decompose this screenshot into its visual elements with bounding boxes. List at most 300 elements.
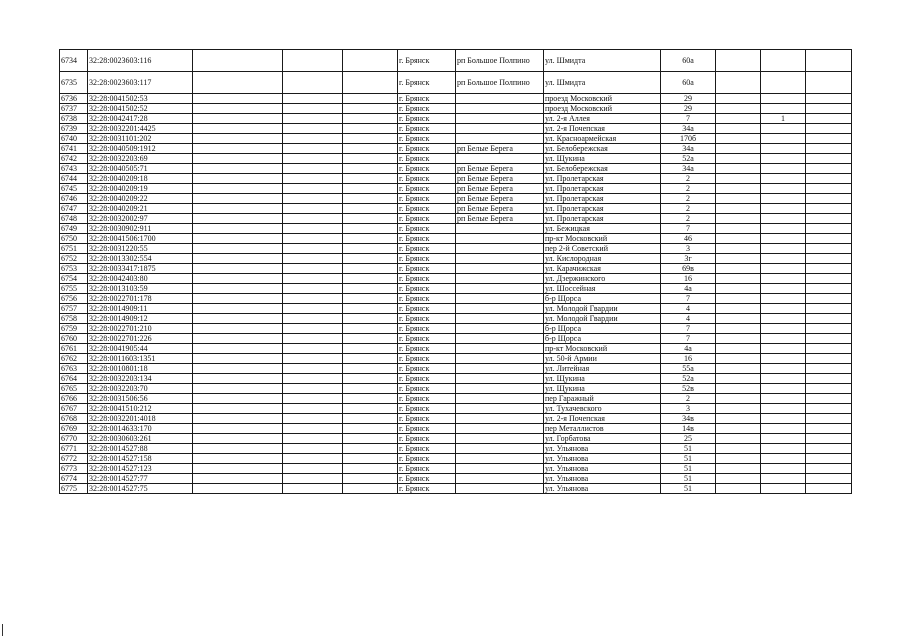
cell-cadastral-number: 32:28:0014909:11 xyxy=(88,304,193,314)
cell-empty xyxy=(283,324,343,334)
cell-street: пр-кт Московский xyxy=(544,344,661,354)
cell-empty xyxy=(283,114,343,124)
table-row xyxy=(60,424,852,434)
cell-extra xyxy=(761,454,806,464)
cell-house-number: 25 xyxy=(661,434,716,444)
cell-empty xyxy=(193,284,283,294)
cell-city: г. Брянск xyxy=(398,154,456,164)
cell-extra xyxy=(761,284,806,294)
table-row xyxy=(60,344,852,354)
cell-empty xyxy=(193,134,283,144)
cell-street: ул. Шоссейная xyxy=(544,284,661,294)
cell-record-number: 6771 xyxy=(60,444,88,454)
cell-empty xyxy=(806,424,852,434)
cell-extra xyxy=(761,364,806,374)
cell-empty xyxy=(343,234,398,244)
cell-empty xyxy=(716,224,761,234)
cell-record-number: 6763 xyxy=(60,364,88,374)
cell-empty xyxy=(283,434,343,444)
cell-extra xyxy=(761,444,806,454)
cell-extra xyxy=(761,404,806,414)
cell-city: г. Брянск xyxy=(398,124,456,134)
cell-empty xyxy=(193,484,283,494)
cell-empty xyxy=(806,314,852,324)
cell-empty xyxy=(193,104,283,114)
cell-empty xyxy=(193,454,283,464)
cell-empty xyxy=(283,134,343,144)
cell-empty xyxy=(806,194,852,204)
cell-cadastral-number: 32:28:0040209:21 xyxy=(88,204,193,214)
cell-house-number: 3 xyxy=(661,404,716,414)
cell-extra xyxy=(761,144,806,154)
table-row xyxy=(60,234,852,244)
cell-empty xyxy=(806,294,852,304)
table-row xyxy=(60,294,852,304)
cell-empty xyxy=(716,414,761,424)
cell-empty xyxy=(716,454,761,464)
cell-extra xyxy=(761,174,806,184)
cell-city: г. Брянск xyxy=(398,314,456,324)
cell-record-number: 6736 xyxy=(60,94,88,104)
cell-empty xyxy=(193,294,283,304)
cell-street: ул. Литейная xyxy=(544,364,661,374)
cell-extra xyxy=(761,474,806,484)
cell-street: б-р Щорса xyxy=(544,294,661,304)
cell-empty xyxy=(193,264,283,274)
cell-street: пр-кт Московский xyxy=(544,234,661,244)
cell-empty xyxy=(343,304,398,314)
table-row xyxy=(60,72,852,94)
table-row xyxy=(60,464,852,474)
table-row xyxy=(60,314,852,324)
cell-empty xyxy=(716,94,761,104)
cell-empty xyxy=(193,164,283,174)
cell-city: г. Брянск xyxy=(398,344,456,354)
cell-empty xyxy=(716,464,761,474)
cell-cadastral-number: 32:28:0042417:28 xyxy=(88,114,193,124)
cell-street: ул. Ульянова xyxy=(544,474,661,484)
cell-record-number: 6742 xyxy=(60,154,88,164)
cell-empty xyxy=(283,124,343,134)
cell-record-number: 6765 xyxy=(60,384,88,394)
cell-cadastral-number: 32:28:0014527:77 xyxy=(88,474,193,484)
cell-cadastral-number: 32:28:0022701:210 xyxy=(88,324,193,334)
cell-empty xyxy=(716,154,761,164)
cell-extra xyxy=(761,334,806,344)
cell-extra xyxy=(761,254,806,264)
cell-extra xyxy=(761,414,806,424)
cell-house-number: 3 xyxy=(661,244,716,254)
cell-empty xyxy=(716,124,761,134)
cell-empty xyxy=(283,354,343,364)
cell-locality: рп Большое Полпино xyxy=(456,72,544,94)
cell-empty xyxy=(343,404,398,414)
cell-city: г. Брянск xyxy=(398,164,456,174)
cell-street: ул. Пролетарская xyxy=(544,174,661,184)
cell-empty xyxy=(193,114,283,124)
cell-empty xyxy=(283,374,343,384)
cell-locality: рп Большое Полпино xyxy=(456,50,544,72)
cell-empty xyxy=(806,254,852,264)
cell-empty xyxy=(716,244,761,254)
cell-empty xyxy=(716,304,761,314)
cell-cadastral-number: 32:28:0022701:226 xyxy=(88,334,193,344)
cell-empty xyxy=(343,384,398,394)
cell-empty xyxy=(343,124,398,134)
cell-record-number: 6754 xyxy=(60,274,88,284)
cell-street: ул. Бежицкая xyxy=(544,224,661,234)
cell-empty xyxy=(193,50,283,72)
cell-cadastral-number: 32:28:0014527:123 xyxy=(88,464,193,474)
cell-street: ул. Пролетарская xyxy=(544,184,661,194)
cell-extra: 1 xyxy=(761,114,806,124)
cell-street: пер Гаражный xyxy=(544,394,661,404)
cell-extra xyxy=(761,484,806,494)
cell-empty xyxy=(343,354,398,364)
cell-locality xyxy=(456,374,544,384)
table-body xyxy=(60,50,852,494)
table-row xyxy=(60,214,852,224)
cell-empty xyxy=(716,474,761,484)
table-row xyxy=(60,434,852,444)
cell-record-number: 6737 xyxy=(60,104,88,114)
cell-cadastral-number: 32:28:0023603:116 xyxy=(88,50,193,72)
cell-empty xyxy=(343,374,398,384)
cell-house-number: 55а xyxy=(661,364,716,374)
cell-record-number: 6739 xyxy=(60,124,88,134)
cell-empty xyxy=(283,474,343,484)
cell-empty xyxy=(343,194,398,204)
cell-locality xyxy=(456,234,544,244)
cell-empty xyxy=(716,344,761,354)
cell-street: ул. Молодой Гвардии xyxy=(544,314,661,324)
table-row xyxy=(60,164,852,174)
cell-city: г. Брянск xyxy=(398,394,456,404)
cell-street: ул. Шмидта xyxy=(544,50,661,72)
cell-empty xyxy=(716,184,761,194)
cell-empty xyxy=(283,144,343,154)
table-row xyxy=(60,144,852,154)
cell-empty xyxy=(806,134,852,144)
cell-locality xyxy=(456,354,544,364)
cell-record-number: 6753 xyxy=(60,264,88,274)
cell-empty xyxy=(806,404,852,414)
cell-cadastral-number: 32:28:0014527:158 xyxy=(88,454,193,464)
cell-record-number: 6746 xyxy=(60,194,88,204)
cell-cadastral-number: 32:28:0040209:19 xyxy=(88,184,193,194)
cell-cadastral-number: 32:28:0023603:117 xyxy=(88,72,193,94)
cell-record-number: 6749 xyxy=(60,224,88,234)
table-row xyxy=(60,304,852,314)
cell-record-number: 6740 xyxy=(60,134,88,144)
table-row xyxy=(60,414,852,424)
table-row xyxy=(60,114,852,124)
cell-empty xyxy=(343,314,398,324)
cell-empty xyxy=(343,50,398,72)
cell-record-number: 6760 xyxy=(60,334,88,344)
cell-empty xyxy=(716,164,761,174)
cell-house-number: 34в xyxy=(661,414,716,424)
cell-street: ул. Белобережская xyxy=(544,164,661,174)
cell-empty xyxy=(343,154,398,164)
cell-extra xyxy=(761,314,806,324)
cell-record-number: 6744 xyxy=(60,174,88,184)
cell-street: проезд Московский xyxy=(544,94,661,104)
cell-locality xyxy=(456,404,544,414)
cell-empty xyxy=(806,324,852,334)
cell-empty xyxy=(806,234,852,244)
table-row xyxy=(60,384,852,394)
cell-street: ул. Дзержинского xyxy=(544,274,661,284)
cell-cadastral-number: 32:28:0042403:80 xyxy=(88,274,193,284)
table-row xyxy=(60,50,852,72)
cell-locality xyxy=(456,104,544,114)
cell-locality: рп Белые Берега xyxy=(456,144,544,154)
cell-empty xyxy=(283,444,343,454)
cell-locality xyxy=(456,304,544,314)
cell-empty xyxy=(343,484,398,494)
cell-house-number: 4 xyxy=(661,304,716,314)
cell-locality xyxy=(456,284,544,294)
table-row xyxy=(60,174,852,184)
cell-cadastral-number: 32:28:0013103:59 xyxy=(88,284,193,294)
table-row xyxy=(60,324,852,334)
cell-house-number: 51 xyxy=(661,444,716,454)
cell-empty xyxy=(806,114,852,124)
cell-empty xyxy=(193,414,283,424)
cell-cadastral-number: 32:28:0013302:554 xyxy=(88,254,193,264)
cell-city: г. Брянск xyxy=(398,104,456,114)
cell-empty xyxy=(343,224,398,234)
cell-house-number: 46 xyxy=(661,234,716,244)
cell-house-number: 29 xyxy=(661,104,716,114)
cell-extra xyxy=(761,294,806,304)
cell-empty xyxy=(283,414,343,424)
cell-record-number: 6775 xyxy=(60,484,88,494)
cell-locality xyxy=(456,334,544,344)
cell-empty xyxy=(716,134,761,144)
cell-locality xyxy=(456,464,544,474)
cell-record-number: 6764 xyxy=(60,374,88,384)
cell-city: г. Брянск xyxy=(398,324,456,334)
cell-empty xyxy=(343,184,398,194)
cell-street: б-р Щорса xyxy=(544,324,661,334)
document-page xyxy=(59,49,852,494)
cell-empty xyxy=(806,414,852,424)
cell-empty xyxy=(283,364,343,374)
cell-extra xyxy=(761,424,806,434)
cell-empty xyxy=(806,174,852,184)
cell-locality xyxy=(456,444,544,454)
cell-empty xyxy=(716,144,761,154)
cell-city: г. Брянск xyxy=(398,224,456,234)
cell-empty xyxy=(716,434,761,444)
cell-record-number: 6769 xyxy=(60,424,88,434)
cell-cadastral-number: 32:28:0032201:4425 xyxy=(88,124,193,134)
cell-locality xyxy=(456,274,544,284)
cell-cadastral-number: 32:28:0041510:212 xyxy=(88,404,193,414)
cell-empty xyxy=(716,104,761,114)
cell-street: ул. Тухачевского xyxy=(544,404,661,414)
cell-house-number: 16 xyxy=(661,354,716,364)
cell-empty xyxy=(806,284,852,294)
cell-empty xyxy=(193,244,283,254)
cell-house-number: 7 xyxy=(661,294,716,304)
cell-empty xyxy=(343,204,398,214)
cell-locality: рп Белые Берега xyxy=(456,174,544,184)
cell-empty xyxy=(283,424,343,434)
table-row xyxy=(60,94,852,104)
cell-empty xyxy=(283,394,343,404)
cell-empty xyxy=(716,174,761,184)
cell-empty xyxy=(343,134,398,144)
cell-empty xyxy=(716,114,761,124)
cell-house-number: 69в xyxy=(661,264,716,274)
cell-empty xyxy=(283,224,343,234)
cell-empty xyxy=(283,244,343,254)
cell-street: ул. Пролетарская xyxy=(544,214,661,224)
cell-empty xyxy=(716,314,761,324)
cell-street: ул. Шмидта xyxy=(544,72,661,94)
cell-city: г. Брянск xyxy=(398,444,456,454)
cell-empty xyxy=(193,344,283,354)
cell-locality xyxy=(456,294,544,304)
cell-empty xyxy=(343,274,398,284)
cell-empty xyxy=(283,94,343,104)
cell-record-number: 6751 xyxy=(60,244,88,254)
cell-house-number: 4а xyxy=(661,284,716,294)
cell-city: г. Брянск xyxy=(398,284,456,294)
cell-empty xyxy=(716,444,761,454)
cell-empty xyxy=(343,424,398,434)
cell-extra xyxy=(761,464,806,474)
cell-empty xyxy=(283,304,343,314)
cell-empty xyxy=(193,324,283,334)
cell-empty xyxy=(806,154,852,164)
cell-empty xyxy=(716,284,761,294)
table-row xyxy=(60,454,852,464)
cell-empty xyxy=(716,334,761,344)
cell-house-number: 51 xyxy=(661,454,716,464)
cell-empty xyxy=(193,474,283,484)
cell-locality xyxy=(456,154,544,164)
cell-empty xyxy=(283,274,343,284)
cell-empty xyxy=(806,124,852,134)
cell-empty xyxy=(193,314,283,324)
cell-locality xyxy=(456,244,544,254)
cell-house-number: 60а xyxy=(661,50,716,72)
cell-record-number: 6770 xyxy=(60,434,88,444)
cell-locality: рп Белые Берега xyxy=(456,204,544,214)
cell-empty xyxy=(283,204,343,214)
scan-edge-mark xyxy=(2,624,3,636)
cell-house-number: 52а xyxy=(661,154,716,164)
cell-empty xyxy=(283,464,343,474)
cell-extra xyxy=(761,214,806,224)
cell-city: г. Брянск xyxy=(398,434,456,444)
cell-record-number: 6734 xyxy=(60,50,88,72)
cell-city: г. Брянск xyxy=(398,414,456,424)
cell-city: г. Брянск xyxy=(398,264,456,274)
cell-empty xyxy=(193,404,283,414)
cell-empty xyxy=(283,104,343,114)
cell-city: г. Брянск xyxy=(398,184,456,194)
cell-record-number: 6741 xyxy=(60,144,88,154)
cell-empty xyxy=(806,454,852,464)
cell-locality xyxy=(456,434,544,444)
cell-locality xyxy=(456,484,544,494)
cell-house-number: 14в xyxy=(661,424,716,434)
cell-city: г. Брянск xyxy=(398,94,456,104)
cell-locality xyxy=(456,114,544,124)
cell-record-number: 6772 xyxy=(60,454,88,464)
cell-city: г. Брянск xyxy=(398,144,456,154)
cell-empty xyxy=(343,214,398,224)
cell-empty xyxy=(193,174,283,184)
cell-empty xyxy=(283,184,343,194)
cell-locality: рп Белые Берега xyxy=(456,214,544,224)
cell-street: проезд Московский xyxy=(544,104,661,114)
cell-record-number: 6759 xyxy=(60,324,88,334)
cell-empty xyxy=(806,224,852,234)
cell-empty xyxy=(283,50,343,72)
cell-empty xyxy=(343,344,398,354)
cell-locality xyxy=(456,124,544,134)
cell-street: б-р Щорса xyxy=(544,334,661,344)
cell-empty xyxy=(343,264,398,274)
cell-house-number: 2 xyxy=(661,174,716,184)
cell-empty xyxy=(193,274,283,284)
cell-city: г. Брянск xyxy=(398,304,456,314)
cell-cadastral-number: 32:28:0031220:55 xyxy=(88,244,193,254)
cell-street: ул. Ульянова xyxy=(544,444,661,454)
cell-empty xyxy=(716,254,761,264)
cell-extra xyxy=(761,344,806,354)
cell-locality xyxy=(456,384,544,394)
table-row xyxy=(60,274,852,284)
cell-empty xyxy=(193,224,283,234)
cell-empty xyxy=(806,204,852,214)
cell-locality xyxy=(456,324,544,334)
cell-record-number: 6767 xyxy=(60,404,88,414)
cell-cadastral-number: 32:28:0040509:1912 xyxy=(88,144,193,154)
cell-locality xyxy=(456,454,544,464)
cell-empty xyxy=(193,254,283,264)
cell-empty xyxy=(283,334,343,344)
cell-street: ул. Белобережская xyxy=(544,144,661,154)
cell-city: г. Брянск xyxy=(398,354,456,364)
cell-empty xyxy=(343,104,398,114)
cell-cadastral-number: 32:28:0041502:53 xyxy=(88,94,193,104)
cell-house-number: 170б xyxy=(661,134,716,144)
cell-empty xyxy=(343,464,398,474)
cell-empty xyxy=(343,444,398,454)
cell-empty xyxy=(193,364,283,374)
cell-empty xyxy=(193,424,283,434)
cell-empty xyxy=(806,364,852,374)
cell-empty xyxy=(716,274,761,284)
cell-locality xyxy=(456,344,544,354)
cell-empty xyxy=(283,404,343,414)
cell-house-number: 4а xyxy=(661,344,716,354)
table-row xyxy=(60,244,852,254)
cell-city: г. Брянск xyxy=(398,404,456,414)
cell-record-number: 6738 xyxy=(60,114,88,124)
table-row xyxy=(60,484,852,494)
cell-empty xyxy=(193,204,283,214)
cell-empty xyxy=(283,194,343,204)
cell-record-number: 6768 xyxy=(60,414,88,424)
